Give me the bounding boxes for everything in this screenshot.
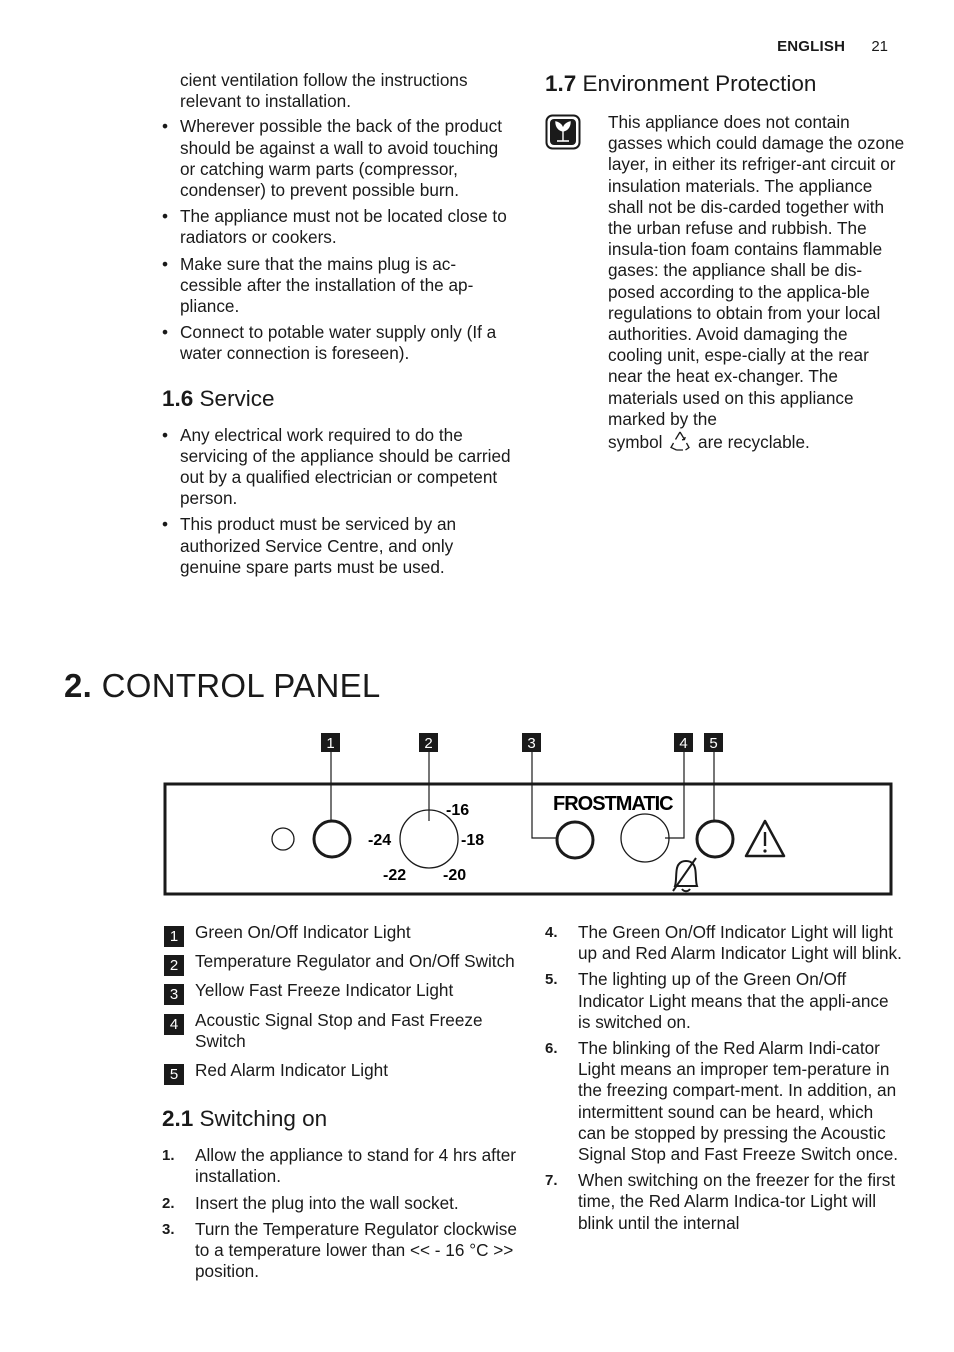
section-number: 1.7 [545,71,577,96]
svg-text:4: 4 [679,735,688,752]
legend-item [162,1060,517,1084]
recycle-icon [669,430,691,452]
list-item [545,1170,905,1234]
panel-frame [165,784,891,894]
dial-label: -22 [383,867,407,884]
callout-2 [419,733,438,752]
dial-label: -18 [461,832,485,849]
legend-number: 3 [164,984,184,1005]
control-panel-legend [162,922,517,1287]
steps-list [545,922,905,1234]
step-text: When switching on the freezer for the first time, the Red Alarm Indica-tor Light will blink until the internal [578,1170,896,1233]
environment-protection-icon [545,114,581,150]
step-number: 7. [545,1172,558,1190]
section-title: Service [199,385,275,411]
section-title: CONTROL PANEL [101,667,381,704]
frostmatic-label: FROSTMATIC [553,793,673,815]
section-title: Switching on [199,1106,328,1132]
step-text: Allow the appliance to stand for 4 hrs after installation. [195,1145,517,1187]
callout-1 [321,733,340,752]
svg-text:1: 1 [326,735,335,752]
legend-label: Acoustic Signal Stop and Fast Freeze Switch [195,1009,483,1051]
left-column [162,70,517,583]
step-text: Insert the plug into the wall socket. [195,1192,459,1213]
continued-text: cient ventilation follow the instructions relevant to installation. [180,70,468,112]
legend-label: Green On/Off Indicator Light [195,922,411,942]
legend-item [162,1010,517,1052]
dial-label: -20 [443,867,467,884]
legend-item [162,980,517,1004]
service-bullets [162,425,517,578]
list-item: • Any electrical work required to do the servicing of the appliance should be carried out by a qualified electrician or competent person. [162,425,517,510]
step-number: 6. [545,1040,558,1058]
page-header [777,38,888,55]
list-item [545,922,905,964]
environment-heading [545,70,905,98]
section-number: 1.6 [162,385,194,411]
language-label: ENGLISH [777,38,846,55]
legend-item [162,951,517,975]
step-number: 5. [545,971,558,989]
legend-number: 5 [164,1064,184,1085]
legend-label: Red Alarm Indicator Light [195,1060,388,1081]
legend-label: Yellow Fast Freeze Indicator Light [195,980,454,1001]
switching-on-steps [162,1145,517,1282]
legend-label: Temperature Regulator and On/Off Switch [195,951,515,972]
callout-5 [704,733,723,752]
switching-on-heading [162,1105,517,1133]
callout-3 [522,733,541,752]
dial-label: -16 [446,802,470,819]
svg-text:5: 5 [709,735,718,752]
section-title: Environment Protection [582,71,817,96]
list-item [162,1193,517,1214]
legend-item [162,922,517,943]
callout-4 [674,733,693,752]
list-item: • This product must be serviced by an authorized Service Centre, and only genuine spare parts must be used. [162,514,517,578]
environment-text: This appliance does not contain gasses which could damage the ozone layer, in either its refriger-ant circuit or insulation materials. The appliance shall not be dis-carded together with the urban refuse and rubbish. The insula-tion foam contains flammable gases: the appliance shall be dis-posed according to the applica-ble regulations to obtain from your local authorities. Avoid damaging the cooling unit, espe-cially at the rear near the heat ex-changer. The materials used on this appliance marked by the [608,112,905,429]
legend-number: 4 [164,1014,184,1035]
control-panel-diagram [160,728,900,900]
svg-text:3: 3 [527,735,536,752]
page-number: 21 [871,38,888,55]
environment-block [545,112,905,453]
step-number: 1. [162,1147,175,1165]
list-item: • Make sure that the mains plug is ac-cessible after the installation of the ap-pliance. [162,254,517,318]
control-panel-heading [64,667,381,705]
list-item: • Wherever possible the back of the product should be against a wall to avoid touching or catching warm parts (compressor, condenser) to prevent possible burn. [162,116,517,201]
step-number: 3. [162,1220,175,1238]
list-item [162,1145,517,1187]
list-item: • The appliance must not be located close to radiators or cookers. [162,206,517,248]
list-item: • Connect to potable water supply only (If a water connection is foreseen). [162,322,517,364]
environment-text-tail: symbol [608,432,663,453]
environment-text-block [608,112,905,453]
legend-number: 2 [164,955,184,976]
step-number: 2. [162,1194,175,1212]
step-text: The blinking of the Red Alarm Indi-cator Light means an improper tem-perature in the freezing compart-ment. In addition, an intermittent sound can be heard, which can be stopped by pressing the Acoustic Signal Stop and Fast Freeze Switch once. [578,1038,899,1165]
step-text: The lighting up of the Green On/Off Indicator Light means that the appli-ance is switched on. [578,969,889,1032]
dial-label: -24 [368,832,392,849]
right-column [545,70,905,453]
step-number: 4. [545,924,558,941]
legend-number: 1 [164,926,184,947]
list-item [545,969,905,1033]
step-text: Turn the Temperature Regulator clockwise to a temperature lower than << - 16 °C >> position. [195,1218,517,1282]
installation-bullets [162,116,517,364]
service-heading [162,385,517,413]
section-number: 2. [64,667,93,704]
list-item [162,1219,517,1283]
environment-text-end: are recyclable. [698,432,810,453]
section-number: 2.1 [162,1106,194,1132]
step-text: The Green On/Off Indicator Light will light up and Red Alarm Indicator Light will blink. [578,922,902,964]
switching-on-steps-continued [545,922,905,1239]
list-item [545,1038,905,1165]
svg-text:2: 2 [424,735,433,752]
